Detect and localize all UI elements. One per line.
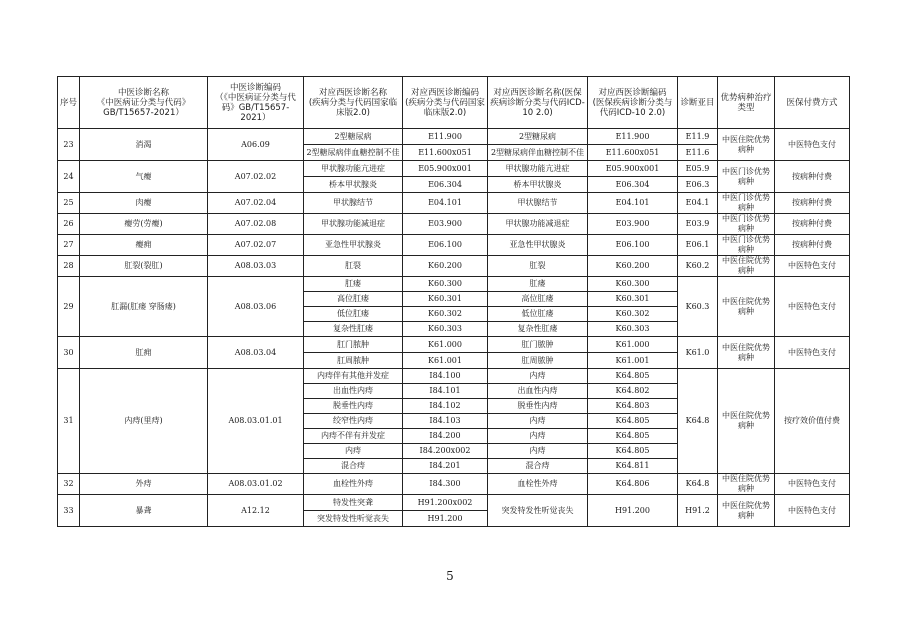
table-body (58, 129, 850, 527)
cell-subcategory: K64.8 (678, 369, 718, 474)
table-row (58, 235, 850, 256)
cell-subcategory: E04.1 (678, 193, 718, 214)
cell-wm-name-national: 突发特发性听觉丧失 (304, 511, 403, 527)
cell-seq: 25 (58, 193, 80, 214)
table-row (58, 129, 850, 145)
header-payment-method: 医保付费方式 (775, 77, 850, 129)
cell-tcm-code: A08.03.06 (208, 277, 304, 337)
cell-seq: 26 (58, 214, 80, 235)
cell-advantage-type: 中医门诊优势病种 (718, 193, 775, 214)
cell-tcm-code: A07.02.04 (208, 193, 304, 214)
cell-seq: 23 (58, 129, 80, 161)
cell-wm-code-national: E03.900 (403, 214, 488, 235)
cell-wm-name-insurance: 高位肛瘘 (488, 292, 588, 307)
cell-tcm-name: 消渴 (80, 129, 208, 161)
table-row (58, 495, 850, 511)
cell-wm-name-national: 低位肛瘘 (304, 307, 403, 322)
cell-tcm-name: 肛漏(肛瘘 穿肠瘘) (80, 277, 208, 337)
header-wm-name-insurance: 对应西医诊断名称(医保疾病诊断分类与代码ICD-10 2.0) (488, 77, 588, 129)
cell-wm-code-insurance: K64.805 (588, 444, 678, 459)
table-row (58, 193, 850, 214)
cell-payment-method: 按病种付费 (775, 161, 850, 193)
cell-wm-code-insurance: E11.600x051 (588, 145, 678, 161)
table-row (58, 277, 850, 292)
cell-advantage-type: 中医住院优势病种 (718, 277, 775, 337)
cell-wm-name-insurance: 内痔 (488, 444, 588, 459)
cell-wm-code-insurance: E05.900x001 (588, 161, 678, 177)
cell-advantage-type: 中医住院优势病种 (718, 256, 775, 277)
cell-wm-name-insurance: 肛周脓肿 (488, 353, 588, 369)
cell-wm-code-national: I84.101 (403, 384, 488, 399)
cell-subcategory: E05.9 (678, 161, 718, 177)
cell-subcategory: E11.6 (678, 145, 718, 161)
cell-wm-code-insurance: K61.001 (588, 353, 678, 369)
cell-wm-name-insurance: 内痔 (488, 369, 588, 384)
cell-advantage-type: 中医门诊优势病种 (718, 161, 775, 193)
cell-wm-name-national: 甲状腺功能亢进症 (304, 161, 403, 177)
cell-tcm-name: 肛裂(裂肛) (80, 256, 208, 277)
cell-wm-code-insurance: K60.200 (588, 256, 678, 277)
cell-wm-code-insurance: K60.302 (588, 307, 678, 322)
cell-wm-name-national: 肛瘘 (304, 277, 403, 292)
table-row (58, 161, 850, 177)
cell-wm-code-national: E11.600x051 (403, 145, 488, 161)
cell-wm-name-national: 脱垂性内痔 (304, 399, 403, 414)
cell-payment-method: 按病种付费 (775, 214, 850, 235)
cell-wm-name-national: 2型糖尿病伴血糖控制不佳 (304, 145, 403, 161)
cell-wm-name-insurance: 亚急性甲状腺炎 (488, 235, 588, 256)
cell-wm-code-insurance: H91.200 (588, 495, 678, 527)
cell-seq: 28 (58, 256, 80, 277)
cell-wm-name-insurance: 低位肛瘘 (488, 307, 588, 322)
cell-wm-name-insurance: 内痔 (488, 429, 588, 444)
cell-wm-name-national: 甲状腺结节 (304, 193, 403, 214)
cell-wm-name-insurance: 内痔 (488, 414, 588, 429)
table-row (58, 256, 850, 277)
cell-seq: 33 (58, 495, 80, 527)
table-row (58, 214, 850, 235)
cell-subcategory: K64.8 (678, 474, 718, 495)
cell-wm-code-national: I84.102 (403, 399, 488, 414)
table-row (58, 474, 850, 495)
cell-wm-code-national: K60.303 (403, 322, 488, 337)
cell-tcm-code: A08.03.03 (208, 256, 304, 277)
cell-seq: 32 (58, 474, 80, 495)
cell-seq: 29 (58, 277, 80, 337)
cell-wm-name-national: 复杂性肛瘘 (304, 322, 403, 337)
cell-subcategory: E03.9 (678, 214, 718, 235)
cell-tcm-name: 气瘿 (80, 161, 208, 193)
cell-wm-name-national: 甲状腺功能减退症 (304, 214, 403, 235)
cell-payment-method: 中医特色支付 (775, 495, 850, 527)
cell-tcm-code: A06.09 (208, 129, 304, 161)
cell-wm-code-insurance: E11.900 (588, 129, 678, 145)
cell-payment-method: 按病种付费 (775, 235, 850, 256)
cell-wm-name-national: 高位肛瘘 (304, 292, 403, 307)
cell-wm-name-national: 肛门脓肿 (304, 337, 403, 353)
cell-wm-code-national: E11.900 (403, 129, 488, 145)
cell-advantage-type: 中医住院优势病种 (718, 337, 775, 369)
cell-wm-name-insurance: 混合痔 (488, 459, 588, 474)
cell-wm-code-insurance: K64.805 (588, 414, 678, 429)
cell-wm-code-national: I84.300 (403, 474, 488, 495)
cell-wm-name-national: 肛裂 (304, 256, 403, 277)
cell-payment-method: 按疗效价值付费 (775, 369, 850, 474)
cell-wm-code-national: H91.200x002 (403, 495, 488, 511)
cell-wm-code-national: K60.301 (403, 292, 488, 307)
cell-wm-name-national: 特发性突聋 (304, 495, 403, 511)
cell-wm-name-insurance: 复杂性肛瘘 (488, 322, 588, 337)
header-wm-name-national: 对应西医诊断名称 (疾病分类与代码国家临床版2.0) (304, 77, 403, 129)
cell-tcm-name: 瘿劳(劳瘿) (80, 214, 208, 235)
cell-wm-name-insurance: 脱垂性内痔 (488, 399, 588, 414)
cell-wm-name-national: 内痔 (304, 444, 403, 459)
cell-wm-code-insurance: K64.805 (588, 429, 678, 444)
header-wm-code-national: 对应西医诊断编码 (疾病分类与代码国家临床版2.0) (403, 77, 488, 129)
cell-wm-name-national: 血栓性外痔 (304, 474, 403, 495)
cell-tcm-code: A07.02.07 (208, 235, 304, 256)
cell-advantage-type: 中医住院优势病种 (718, 474, 775, 495)
cell-seq: 30 (58, 337, 80, 369)
cell-wm-code-national: I84.103 (403, 414, 488, 429)
cell-wm-code-insurance: K60.300 (588, 277, 678, 292)
cell-wm-name-insurance: 甲状腺功能亢进症 (488, 161, 588, 177)
cell-advantage-type: 中医门诊优势病种 (718, 214, 775, 235)
cell-wm-name-insurance: 肛瘘 (488, 277, 588, 292)
cell-wm-name-insurance: 甲状腺功能减退症 (488, 214, 588, 235)
cell-wm-code-national: I84.201 (403, 459, 488, 474)
cell-wm-name-national: 混合痔 (304, 459, 403, 474)
cell-wm-code-insurance: K60.303 (588, 322, 678, 337)
cell-wm-code-national: I84.200 (403, 429, 488, 444)
header-tcm-name: 中医诊断名称 《中医病证分类与代码》GB/T15657-2021） (80, 77, 208, 129)
cell-wm-code-national: H91.200 (403, 511, 488, 527)
cell-wm-code-national: E04.101 (403, 193, 488, 214)
cell-wm-code-insurance: E04.101 (588, 193, 678, 214)
table-row (58, 369, 850, 384)
cell-wm-name-insurance: 肛门脓肿 (488, 337, 588, 353)
cell-seq: 24 (58, 161, 80, 193)
header-row (58, 77, 850, 129)
diagnosis-mapping-table (57, 76, 850, 527)
cell-wm-code-national: I84.100 (403, 369, 488, 384)
cell-tcm-name: 暴聋 (80, 495, 208, 527)
header-seq: 序号 (58, 77, 80, 129)
cell-tcm-code: A12.12 (208, 495, 304, 527)
cell-advantage-type: 中医住院优势病种 (718, 129, 775, 161)
cell-wm-code-insurance: E06.304 (588, 177, 678, 193)
cell-wm-name-national: 绞窄性内痔 (304, 414, 403, 429)
cell-payment-method: 中医特色支付 (775, 337, 850, 369)
cell-wm-code-insurance: K64.803 (588, 399, 678, 414)
cell-wm-code-national: E06.304 (403, 177, 488, 193)
header-wm-code-insurance: 对应西医诊断编码 (医保疾病诊断分类与代码ICD-10 2.0) (588, 77, 678, 129)
cell-wm-code-insurance: K64.802 (588, 384, 678, 399)
cell-wm-name-insurance: 2型糖尿病 (488, 129, 588, 145)
cell-seq: 27 (58, 235, 80, 256)
cell-wm-name-national: 亚急性甲状腺炎 (304, 235, 403, 256)
cell-wm-name-national: 桥本甲状腺炎 (304, 177, 403, 193)
cell-tcm-name: 肛痈 (80, 337, 208, 369)
cell-wm-name-national: 2型糖尿病 (304, 129, 403, 145)
cell-wm-name-insurance: 肛裂 (488, 256, 588, 277)
cell-wm-name-national: 肛周脓肿 (304, 353, 403, 369)
page-number: 5 (446, 569, 454, 583)
table-row (58, 337, 850, 353)
cell-tcm-code: A08.03.01.01 (208, 369, 304, 474)
cell-wm-name-insurance: 桥本甲状腺炎 (488, 177, 588, 193)
cell-seq: 31 (58, 369, 80, 474)
cell-wm-code-insurance: E03.900 (588, 214, 678, 235)
cell-subcategory: K60.2 (678, 256, 718, 277)
cell-tcm-name: 肉瘿 (80, 193, 208, 214)
cell-subcategory: E06.1 (678, 235, 718, 256)
cell-wm-code-national: K61.000 (403, 337, 488, 353)
cell-tcm-code: A07.02.08 (208, 214, 304, 235)
cell-payment-method: 中医特色支付 (775, 256, 850, 277)
header-advantage-type: 优势病种治疗类型 (718, 77, 775, 129)
cell-wm-name-national: 内痔不伴有并发症 (304, 429, 403, 444)
cell-tcm-name: 瘿痈 (80, 235, 208, 256)
cell-wm-name-national: 内痔伴有其他并发症 (304, 369, 403, 384)
cell-wm-code-insurance: E06.100 (588, 235, 678, 256)
cell-wm-code-insurance: K64.811 (588, 459, 678, 474)
cell-subcategory: E06.3 (678, 177, 718, 193)
cell-wm-name-insurance: 血栓性外痔 (488, 474, 588, 495)
cell-subcategory: K61.0 (678, 337, 718, 369)
cell-payment-method: 中医特色支付 (775, 474, 850, 495)
cell-payment-method: 中医特色支付 (775, 129, 850, 161)
cell-tcm-name: 内痔(里痔) (80, 369, 208, 474)
cell-wm-code-national: K60.300 (403, 277, 488, 292)
cell-wm-name-insurance: 2型糖尿病伴血糖控制不佳 (488, 145, 588, 161)
cell-wm-code-insurance: K61.000 (588, 337, 678, 353)
cell-advantage-type: 中医门诊优势病种 (718, 235, 775, 256)
cell-wm-code-national: E06.100 (403, 235, 488, 256)
cell-advantage-type: 中医住院优势病种 (718, 369, 775, 474)
cell-payment-method: 按病种付费 (775, 193, 850, 214)
header-subcategory: 诊断亚目 (678, 77, 718, 129)
cell-wm-name-insurance: 突发特发性听觉丧失 (488, 495, 588, 527)
cell-wm-code-insurance: K64.806 (588, 474, 678, 495)
cell-wm-code-national: K60.200 (403, 256, 488, 277)
cell-tcm-name: 外痔 (80, 474, 208, 495)
cell-subcategory: E11.9 (678, 129, 718, 145)
cell-wm-code-insurance: K60.301 (588, 292, 678, 307)
cell-wm-name-insurance: 甲状腺结节 (488, 193, 588, 214)
cell-subcategory: H91.2 (678, 495, 718, 527)
cell-tcm-code: A07.02.02 (208, 161, 304, 193)
cell-subcategory: K60.3 (678, 277, 718, 337)
cell-wm-code-national: E05.900x001 (403, 161, 488, 177)
cell-wm-name-insurance: 出血性内痔 (488, 384, 588, 399)
cell-payment-method: 中医特色支付 (775, 277, 850, 337)
cell-tcm-code: A08.03.04 (208, 337, 304, 369)
cell-wm-code-national: K61.001 (403, 353, 488, 369)
cell-wm-code-national: I84.200x002 (403, 444, 488, 459)
header-tcm-code: 中医诊断编码 （《中医病证分类与代码》GB/T15657-2021） (208, 77, 304, 129)
cell-wm-code-insurance: K64.805 (588, 369, 678, 384)
cell-wm-code-national: K60.302 (403, 307, 488, 322)
cell-tcm-code: A08.03.01.02 (208, 474, 304, 495)
cell-wm-name-national: 出血性内痔 (304, 384, 403, 399)
cell-advantage-type: 中医住院优势病种 (718, 495, 775, 527)
